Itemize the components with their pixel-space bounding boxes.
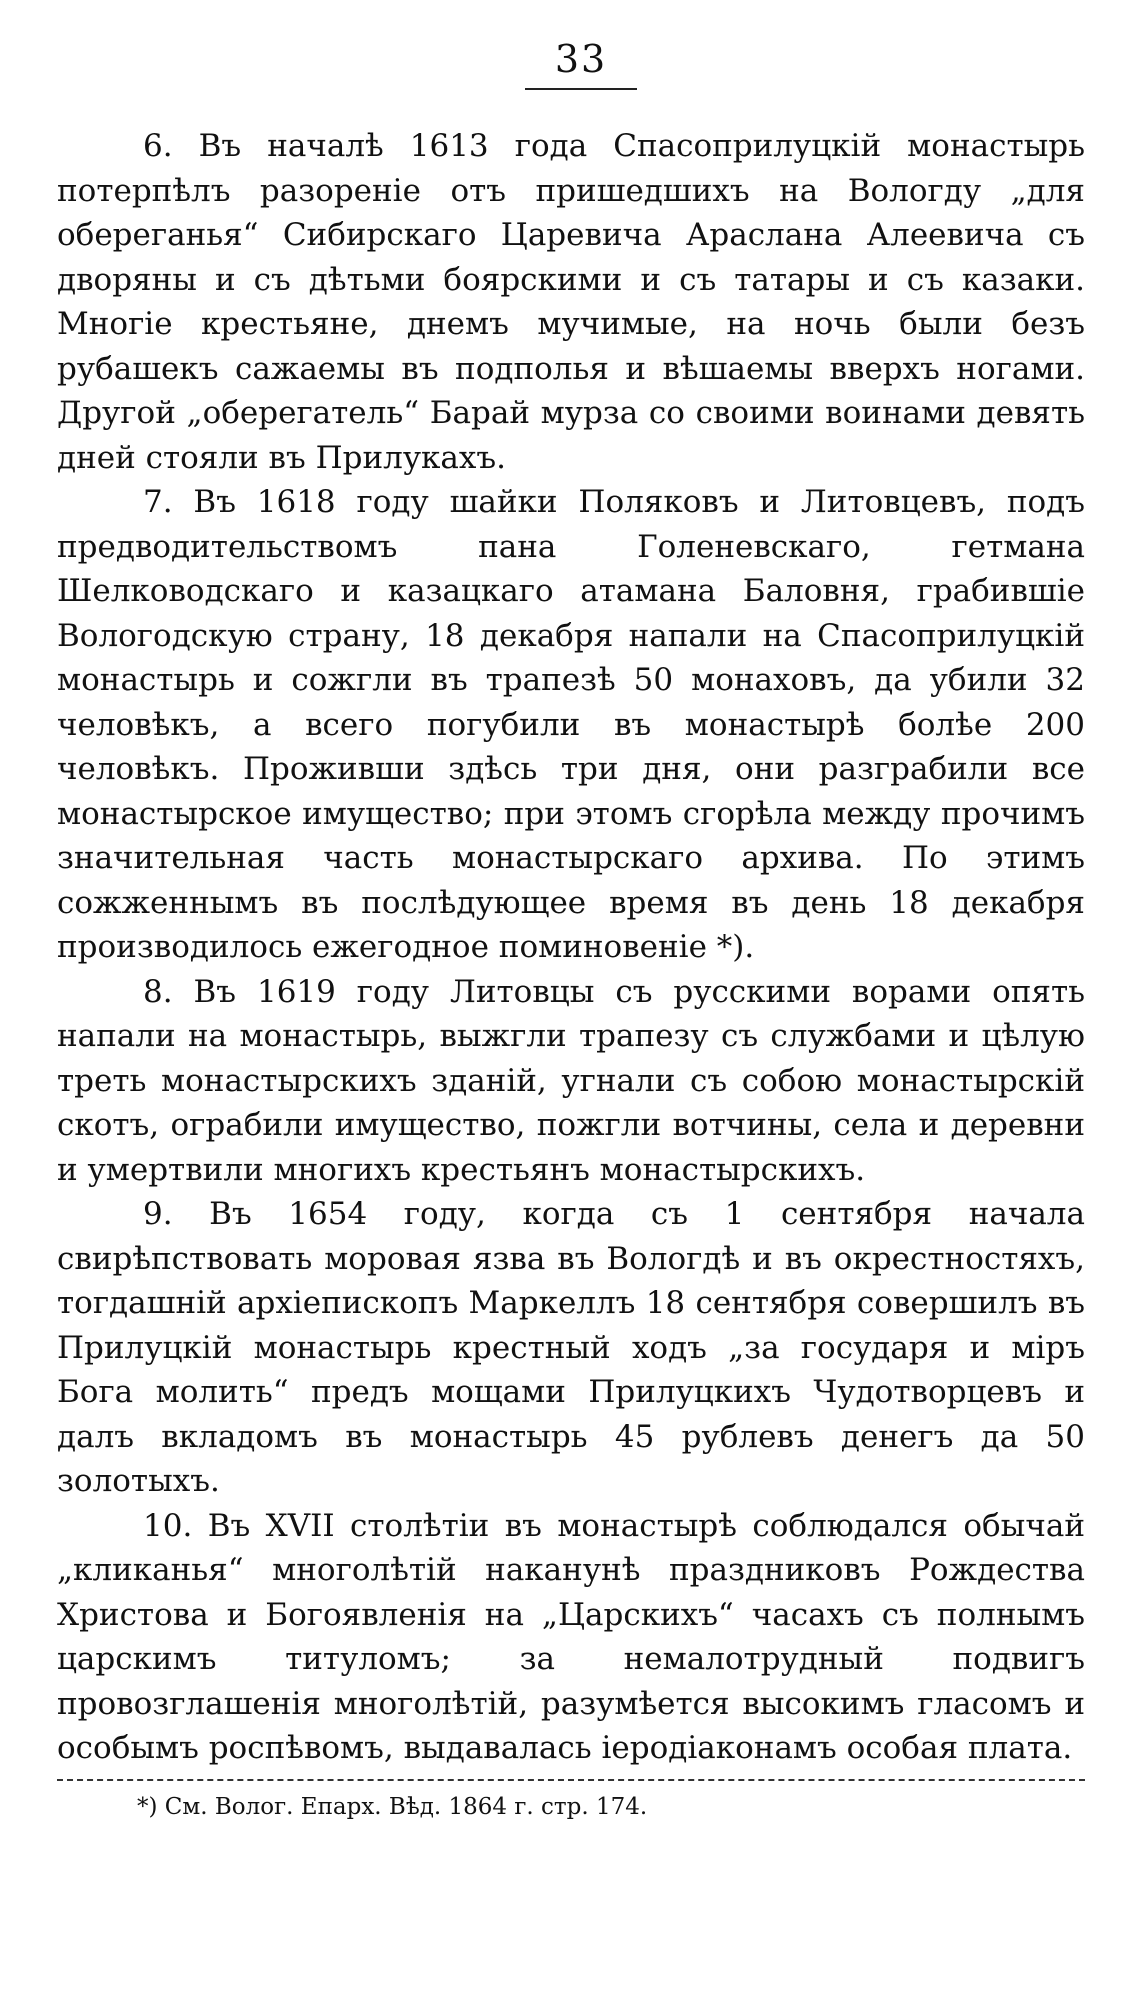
body-text [57,124,1085,1771]
paragraph-6: 6. Въ началѣ 1613 года Спасоприлуцкій монастырь потерпѣлъ разореніе отъ пришедшихъ на Вологду „для обереганья“ Сибирскаго Царевича Араслана Алеевича съ дворяны и съ дѣтьми боярскими и съ татары и съ казаки. Многіе крестьяне, днемъ мучимые, на ночь были безъ рубашекъ сажаемы въ подполья и вѣшаемы вверхъ ногами. Другой „оберегатель“ Барай мурза со своими воинами девять дней стояли въ Прилукахъ. [57,128,1085,476]
page-number-underline [525,88,637,90]
footnote: *) См. Волог. Епарх. Вѣд. 1864 г. стр. 174. [137,1793,648,1820]
paragraph-10: 10. Въ XVII столѣтіи въ монастырѣ соблюдался обычай „кликанья“ многолѣтій наканунѣ праздниковъ Рождества Христова и Богоявленія на „Царскихъ“ часахъ съ полнымъ царскимъ титуломъ; за немалотрудный подвигъ провозглашенія многолѣтій, разумѣется высокимъ гласомъ и особымъ роспѣвомъ, выдавалась іеродіаконамъ особая плата. [57,1507,1085,1766]
paragraph-9: 9. Въ 1654 году, когда съ 1 сентября начала свирѣпствовать моровая язва въ Вологдѣ и въ окрестностяхъ, тогдашній архіепископъ Маркеллъ 18 сентября совершилъ въ Прилуцкій монастырь крестный ходъ „за государя и міръ Бога молить“ предъ мощами Прилуцкихъ Чудотворцевъ и далъ вкладомъ въ монастырь 45 рублевъ денегъ да 50 золотыхъ. [57,1196,1085,1499]
paragraph-7: 7. Въ 1618 году шайки Поляковъ и Литовцевъ, подъ предводительствомъ пана Голеневскаго, гетмана Шелководскаго и казацкаго атамана Баловня, грабившіе Вологодскую страну, 18 декабря напали на Спасоприлуцкій монастырь и сожгли въ трапезѣ 50 монаховъ, да убили 32 человѣкъ, а всего погубили въ монастырѣ болѣе 200 человѣкъ. Проживши здѣсь три дня, они разграбили все монастырское имущество; при этомъ сгорѣла между прочимъ значительная часть монастырскаго архива. По этимъ сожженнымъ въ послѣдующее время въ день 18 декабря производилось ежегодное поминовеніе *). [57,484,1085,965]
page-number: 33 [554,37,608,81]
footnote-divider [57,1779,1085,1781]
paragraph-8: 8. Въ 1619 году Литовцы съ русскими ворами опять напали на монастырь, выжгли трапезу съ службами и цѣлую треть монастырскихъ зданій, угнали съ собою монастырскій скотъ, ограбили имущество, пожгли вотчины, села и деревни и умертвили многихъ крестьянъ монастырскихъ. [57,973,1085,1188]
document-page [57,37,1085,1823]
